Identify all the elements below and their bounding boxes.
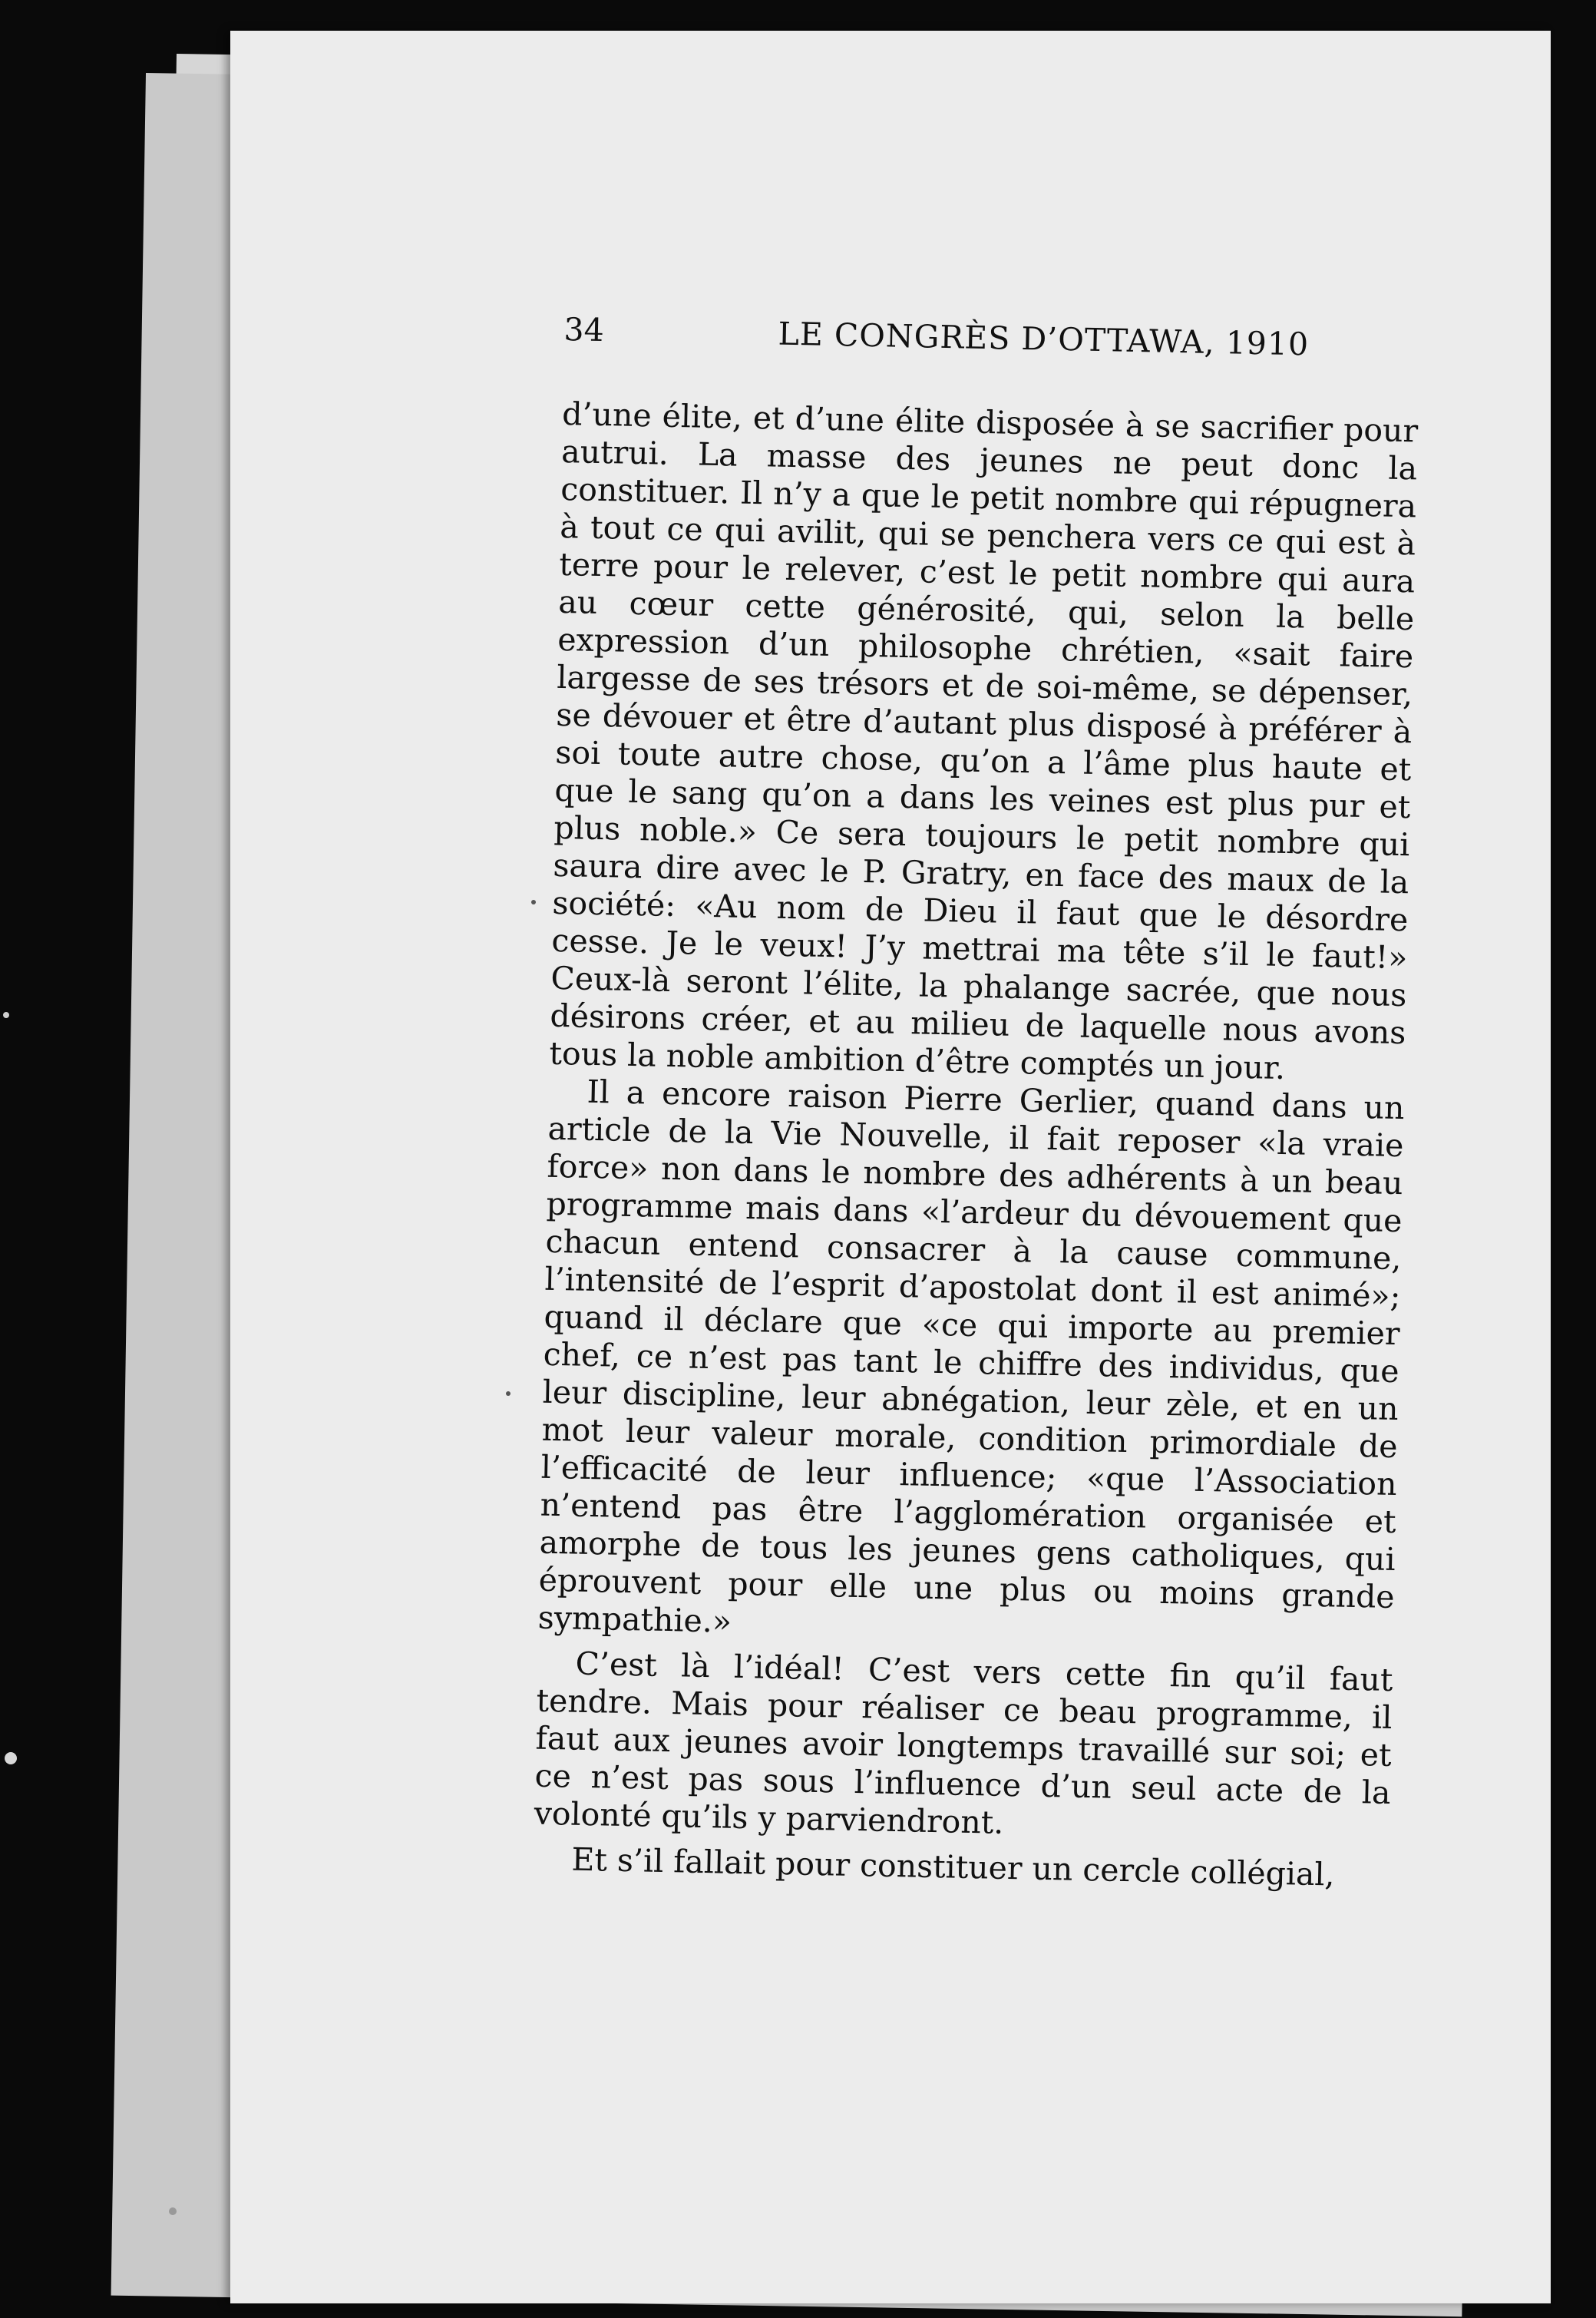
paragraph: Il a encore raison Pierre Gerlier, quand dans un article de la Vie Nouvelle, il fait reposer «la vraie force» non dans le nombre des adhérents à un beau programme mais dans «l’ardeur du dévouement que chacun entend consacrer à la cause commune, l’intensité de l’esprit d’apostolat dont il est animé»; quand il déclare que «ce qui importe au premier chef, ce n’est pas tant le chiffre des individus, que leur discipline, leur abnégation, leur zèle, et en un mot leur valeur morale, condition primordiale de l’efficacité de leur influence; «que l’Association n’entend pas être l’agglomération organisée et amorphe de tous les jeunes gens catholiques, qui éprouvent pour elle une plus ou moins grande sympathie.» (537, 1073, 1405, 1640)
running-title: LE CONGRÈS D’OTTAWA, 1910 (778, 315, 1310, 363)
speck (5, 1752, 17, 1764)
text-block (533, 311, 1420, 1895)
speck (3, 1012, 9, 1018)
paragraph: d’une élite, et d’une élite disposée à se sacrifier pour autrui. La masse des jeunes ne peut donc la constituer. Il n’y a que le petit nombre qui répugnera à tout ce qui avilit, qui se penchera vers ce qui est à terre pour le relever, c’est le petit nombre qui aura au cœur cette générosité, qui, selon la belle expression d’un philosophe chrétien, «sait faire largesse de ses trésors et de soi-même, se dépenser, se dévouer et être d’autant plus disposé à préférer à soi toute autre chose, qu’on a l’âme plus haute et que le sang qu’on a dans les veines est plus pur et plus noble.» Ce sera toujours le petit nombre qui saura dire avec le P. Gratry, en face des maux de la société: «Au nom de Dieu il faut que le désordre cesse. Je le veux! J’y mettrai ma tête s’il le faut!» Ceux-là seront l’élite, la phalange sacrée, que nous désirons créer, et au milieu de laquelle nous avons tous la noble ambition d’être comptés un jour. (549, 395, 1419, 1087)
paragraph: Et s’il fallait pour constituer un cercle collégial, (571, 1840, 1336, 1893)
page-number: 34 (563, 311, 605, 349)
paragraph: C’est là l’idéal! C’est vers cette fin qu’il faut tendre. Mais pour réaliser ce beau programme, il faut aux jeunes avoir longtemps travaillé sur soi; et ce n’est pas sous l’influence d’un seul acte de la volonté qu’ils y parviendront. (534, 1645, 1393, 1841)
